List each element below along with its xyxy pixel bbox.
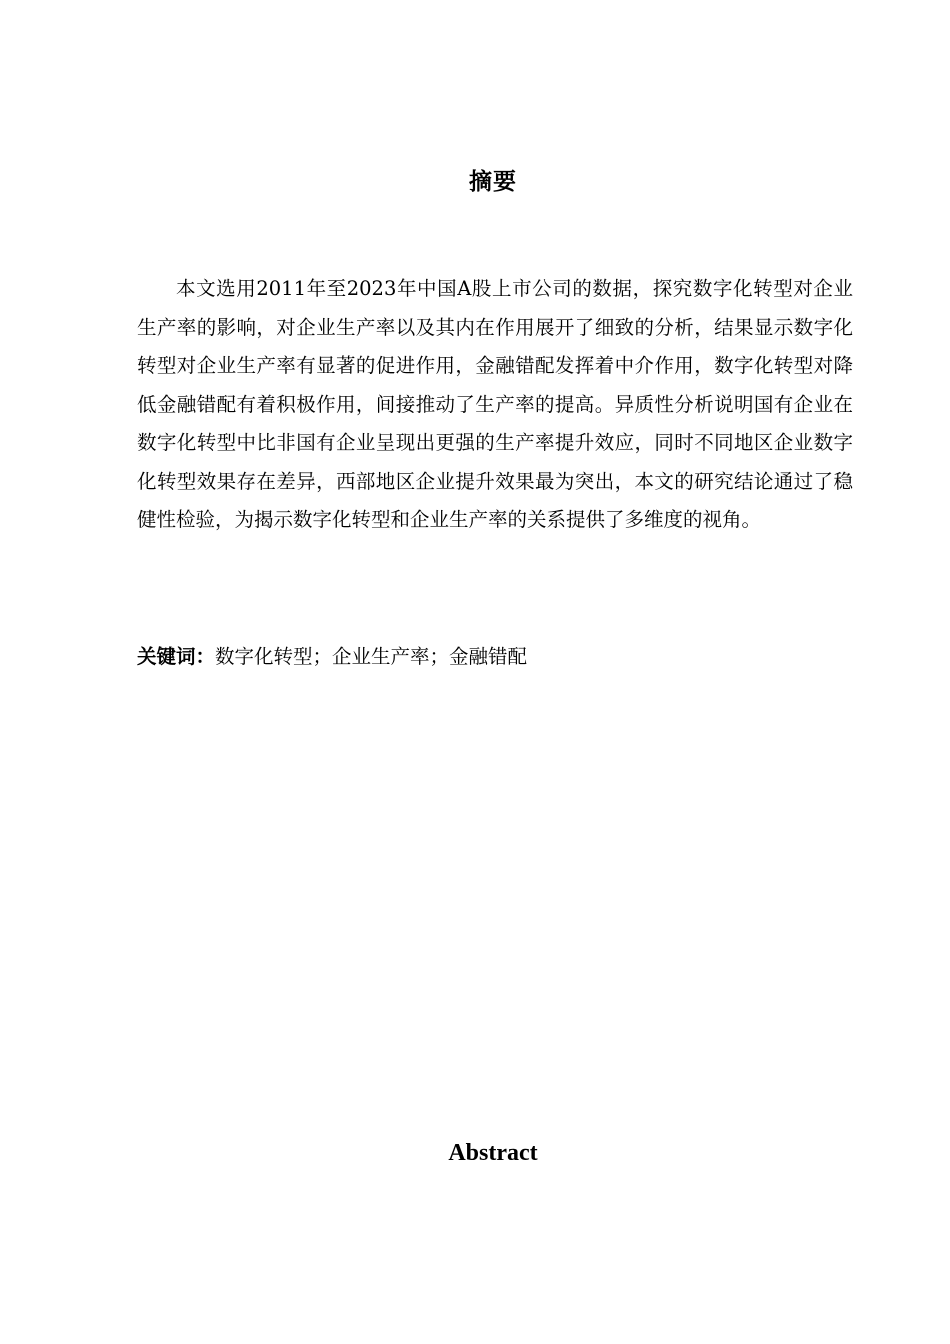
abstract-title-en: Abstract <box>448 1140 538 1166</box>
keywords-label: 关键词： <box>137 645 216 668</box>
keywords-values: 数字化转型；企业生产率；金融错配 <box>215 645 528 668</box>
keywords-line <box>137 640 853 674</box>
abstract-body-cn: 本文选用2011年至2023年中国A股上市公司的数据，探究数字化转型对企业生产率的影响，对企业生产率以及其内在作用展开了细致的分析，结果显示数字化转型对企业生产率有显著的促进作用，金融错配发挥着中介作用，数字化转型对降低金融错配有着积极作用，间接推动了生产率的提高。异质性分析说明国有企业在数字化转型中比非国有企业呈现出更强的生产率提升效应，同时不同地区企业数字化转型效果存在差异，西部地区企业提升效果最为突出，本文的研究结论通过了稳健性检验，为揭示数字化转型和企业生产率的关系提供了多维度的视角。 <box>137 277 853 531</box>
abstract-title-cn: 摘要 <box>469 169 517 195</box>
